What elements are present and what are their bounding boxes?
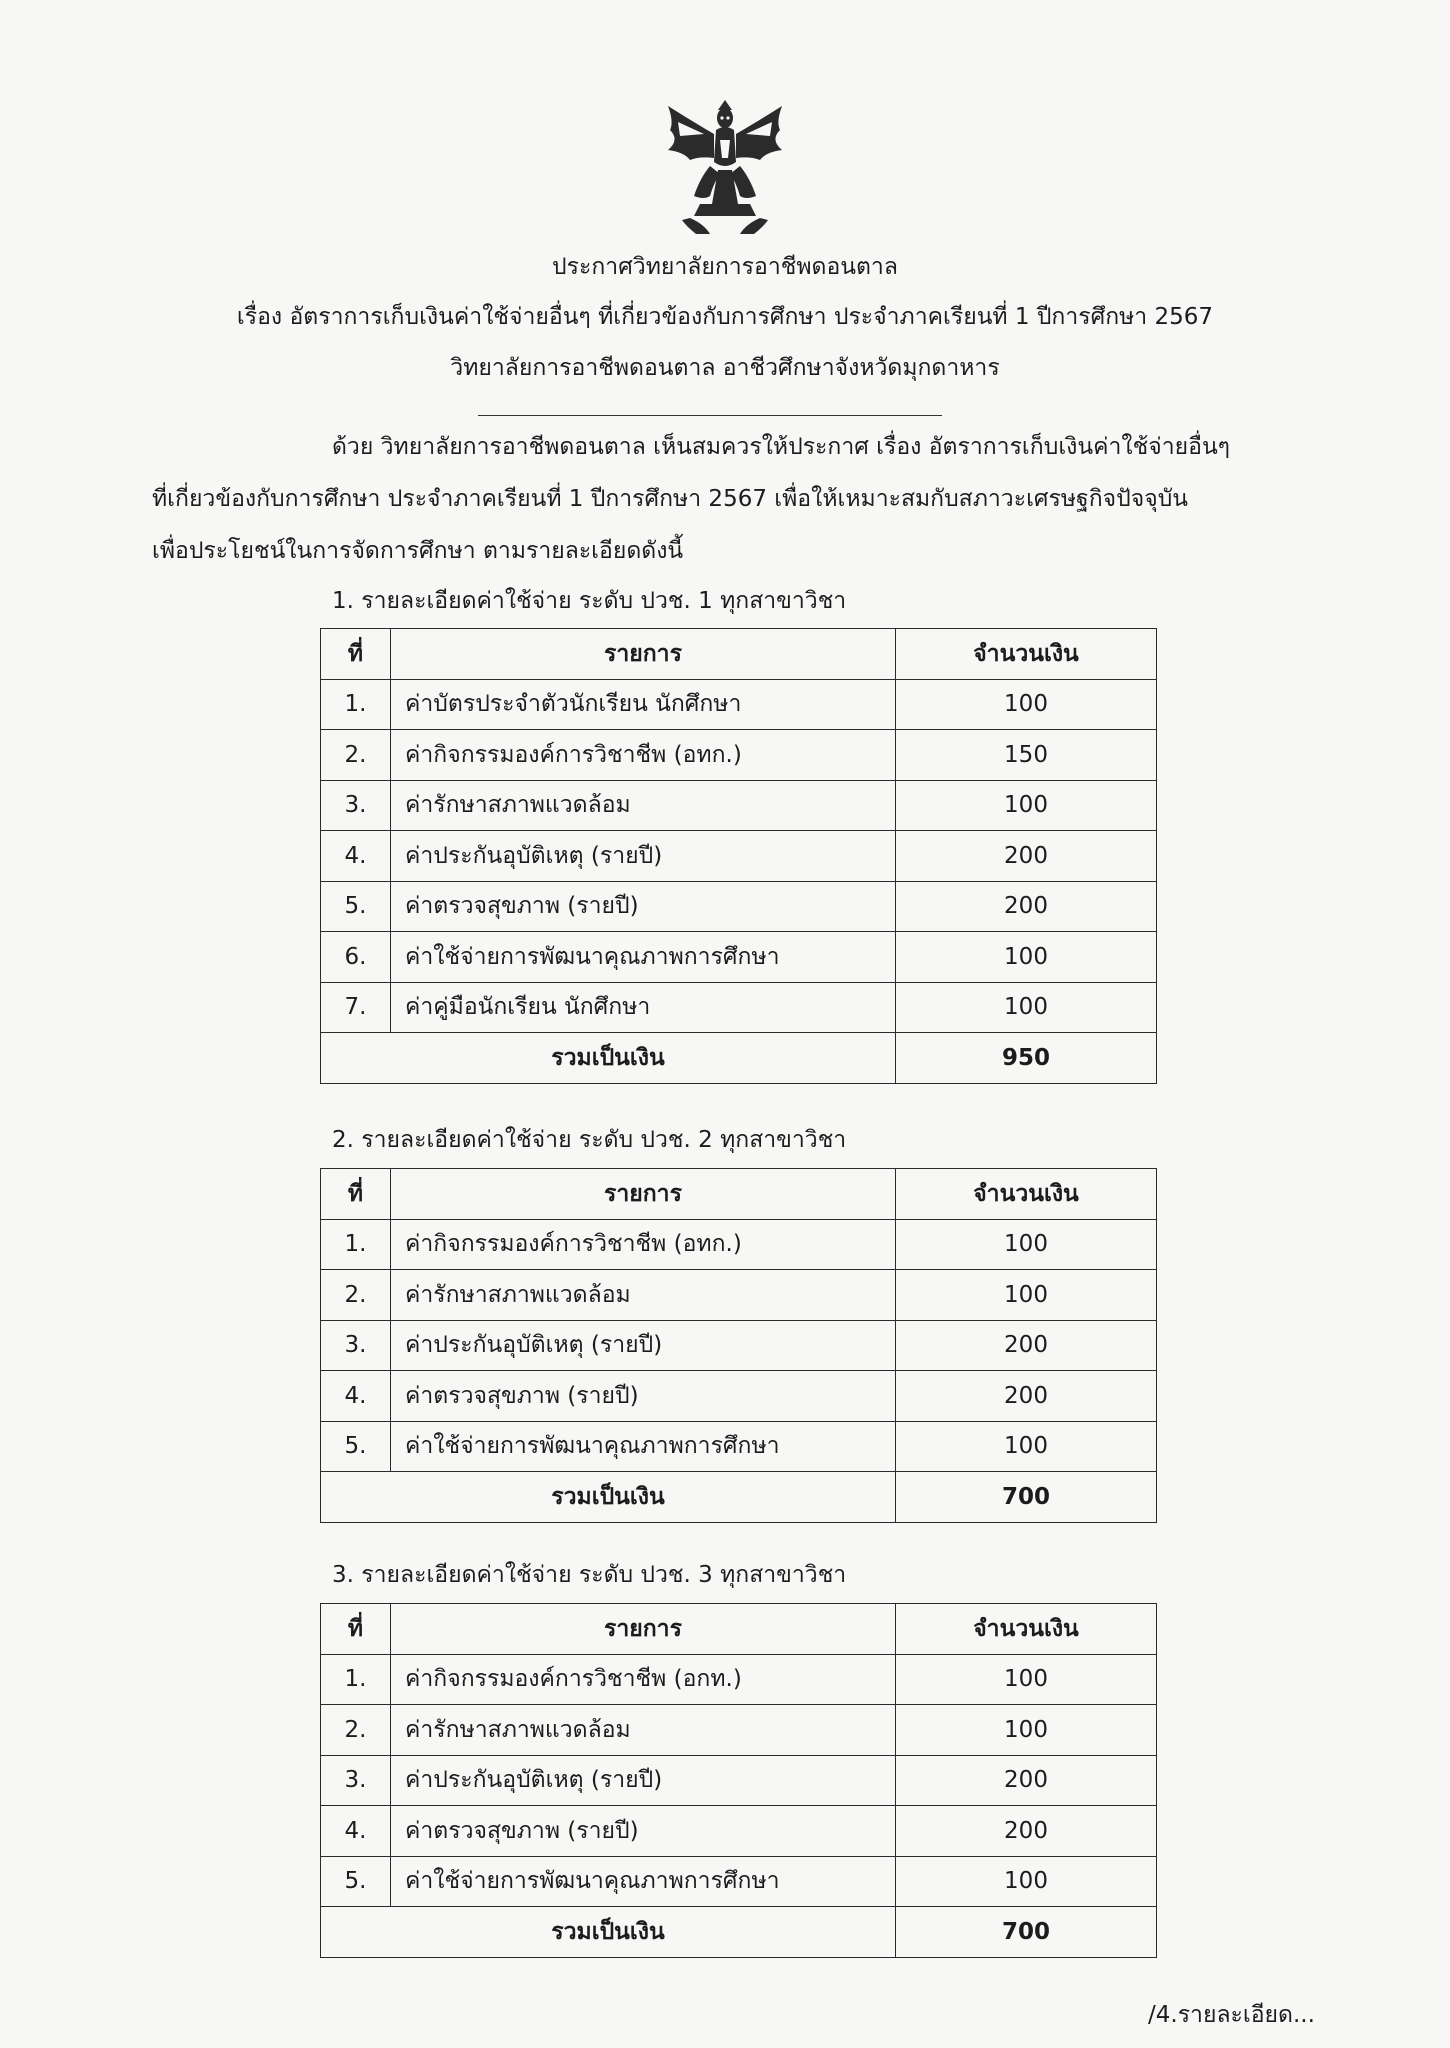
- table-total-row: [321, 1033, 1157, 1084]
- row-number: 7.: [321, 982, 391, 1033]
- row-item: ค่ากิจกรรมองค์การวิชาชีพ (อกท.): [391, 1654, 896, 1705]
- table-row: [321, 1421, 1157, 1472]
- row-amount: 200: [896, 1755, 1157, 1806]
- table-total-row: [321, 1907, 1157, 1958]
- column-header-no: ที่: [321, 1604, 391, 1655]
- fee-table-level-1: [320, 628, 1157, 1084]
- row-amount: 100: [896, 1705, 1157, 1756]
- row-number: 6.: [321, 932, 391, 983]
- row-number: 2.: [321, 1270, 391, 1321]
- row-number: 5.: [321, 1856, 391, 1907]
- table-row: [321, 1320, 1157, 1371]
- announcement-subject: เรื่อง อัตราการเก็บเงินค่าใช้จ่ายอื่นๆ ที่เกี่ยวข้องกับการศึกษา ประจำภาคเรียนที่ 1 ปีการศึกษา 2567: [236, 304, 1214, 330]
- row-number: 3.: [321, 1755, 391, 1806]
- row-amount: 100: [896, 1654, 1157, 1705]
- table-row: [321, 1705, 1157, 1756]
- intro-paragraph-line-2: ที่เกี่ยวข้องกับการศึกษา ประจำภาคเรียนที่ 1 ปีการศึกษา 2567 เพื่อให้เหมาะสมกับสภาวะเศรษฐกิจปัจจุบัน: [152, 486, 1189, 512]
- column-header-item: รายการ: [391, 1169, 896, 1220]
- table-row: [321, 1856, 1157, 1907]
- row-item: ค่าใช้จ่ายการพัฒนาคุณภาพการศึกษา: [391, 932, 896, 983]
- row-amount: 100: [896, 1856, 1157, 1907]
- row-item: ค่าประกันอุบัติเหตุ (รายปี): [391, 1755, 896, 1806]
- total-label: รวมเป็นเงิน: [321, 1907, 896, 1958]
- table-row: [321, 1806, 1157, 1857]
- row-item: ค่ารักษาสภาพแวดล้อม: [391, 1705, 896, 1756]
- intro-paragraph-line-3: เพื่อประโยชน์ในการจัดการศึกษา ตามรายละเอียดดังนี้: [152, 538, 684, 564]
- total-amount: 700: [896, 1472, 1157, 1523]
- total-label: รวมเป็นเงิน: [321, 1033, 896, 1084]
- announcement-issuer: ประกาศวิทยาลัยการอาชีพดอนตาล: [552, 254, 898, 280]
- row-item: ค่าประกันอุบัติเหตุ (รายปี): [391, 831, 896, 882]
- row-item: ค่ารักษาสภาพแวดล้อม: [391, 780, 896, 831]
- column-header-item: รายการ: [391, 629, 896, 680]
- table-row: [321, 982, 1157, 1033]
- row-item: ค่าคู่มือนักเรียน นักศึกษา: [391, 982, 896, 1033]
- row-item: ค่ากิจกรรมองค์การวิชาชีพ (อทก.): [391, 1219, 896, 1270]
- table-row: [321, 679, 1157, 730]
- table-header-row: [321, 1169, 1157, 1220]
- table-row: [321, 1219, 1157, 1270]
- garuda-emblem-icon: [660, 100, 790, 235]
- column-header-amount: จำนวนเงิน: [896, 1169, 1157, 1220]
- row-amount: 150: [896, 730, 1157, 781]
- table-header-row: [321, 629, 1157, 680]
- row-number: 5.: [321, 881, 391, 932]
- row-number: 1.: [321, 1654, 391, 1705]
- intro-paragraph-line-1: ด้วย วิทยาลัยการอาชีพดอนตาล เห็นสมควรให้ประกาศ เรื่อง อัตราการเก็บเงินค่าใช้จ่ายอื่นๆ: [332, 434, 1231, 460]
- row-item: ค่าใช้จ่ายการพัฒนาคุณภาพการศึกษา: [391, 1421, 896, 1472]
- institution-name: วิทยาลัยการอาชีพดอนตาล อาชีวศึกษาจังหวัดมุกดาหาร: [450, 355, 1000, 381]
- total-label: รวมเป็นเงิน: [321, 1472, 896, 1523]
- column-header-item: รายการ: [391, 1604, 896, 1655]
- row-amount: 100: [896, 780, 1157, 831]
- row-amount: 100: [896, 679, 1157, 730]
- table-row: [321, 730, 1157, 781]
- section-3-heading: 3. รายละเอียดค่าใช้จ่าย ระดับ ปวช. 3 ทุกสาขาวิชา: [332, 1562, 847, 1588]
- row-number: 2.: [321, 1705, 391, 1756]
- table-row: [321, 1654, 1157, 1705]
- column-header-no: ที่: [321, 1169, 391, 1220]
- column-header-amount: จำนวนเงิน: [896, 1604, 1157, 1655]
- table-row: [321, 932, 1157, 983]
- row-number: 4.: [321, 831, 391, 882]
- row-item: ค่ากิจกรรมองค์การวิชาชีพ (อทก.): [391, 730, 896, 781]
- table-row: [321, 1371, 1157, 1422]
- fee-table-level-2: [320, 1168, 1157, 1523]
- table-total-row: [321, 1472, 1157, 1523]
- row-item: ค่าใช้จ่ายการพัฒนาคุณภาพการศึกษา: [391, 1856, 896, 1907]
- row-item: ค่าตรวจสุขภาพ (รายปี): [391, 881, 896, 932]
- fee-table-level-3: [320, 1603, 1157, 1958]
- row-item: ค่ารักษาสภาพแวดล้อม: [391, 1270, 896, 1321]
- title-divider: [478, 415, 942, 416]
- column-header-amount: จำนวนเงิน: [896, 629, 1157, 680]
- row-amount: 100: [896, 982, 1157, 1033]
- row-amount: 100: [896, 1219, 1157, 1270]
- row-number: 3.: [321, 780, 391, 831]
- row-amount: 100: [896, 932, 1157, 983]
- total-amount: 700: [896, 1907, 1157, 1958]
- total-amount: 950: [896, 1033, 1157, 1084]
- table-row: [321, 881, 1157, 932]
- table-header-row: [321, 1604, 1157, 1655]
- row-number: 1.: [321, 1219, 391, 1270]
- table-row: [321, 1755, 1157, 1806]
- row-number: 1.: [321, 679, 391, 730]
- row-number: 2.: [321, 730, 391, 781]
- row-amount: 200: [896, 1320, 1157, 1371]
- section-1-heading: 1. รายละเอียดค่าใช้จ่าย ระดับ ปวช. 1 ทุกสาขาวิชา: [332, 588, 847, 614]
- row-amount: 100: [896, 1421, 1157, 1472]
- row-amount: 200: [896, 1371, 1157, 1422]
- row-amount: 100: [896, 1270, 1157, 1321]
- row-number: 4.: [321, 1806, 391, 1857]
- row-amount: 200: [896, 831, 1157, 882]
- row-amount: 200: [896, 1806, 1157, 1857]
- column-header-no: ที่: [321, 629, 391, 680]
- row-item: ค่าตรวจสุขภาพ (รายปี): [391, 1371, 896, 1422]
- table-row: [321, 831, 1157, 882]
- row-item: ค่าตรวจสุขภาพ (รายปี): [391, 1806, 896, 1857]
- row-number: 5.: [321, 1421, 391, 1472]
- table-row: [321, 780, 1157, 831]
- row-item: ค่าประกันอุบัติเหตุ (รายปี): [391, 1320, 896, 1371]
- row-amount: 200: [896, 881, 1157, 932]
- table-row: [321, 1270, 1157, 1321]
- row-item: ค่าบัตรประจำตัวนักเรียน นักศึกษา: [391, 679, 896, 730]
- continuation-note: /4.รายละเอียด...: [1148, 2002, 1315, 2028]
- row-number: 4.: [321, 1371, 391, 1422]
- row-number: 3.: [321, 1320, 391, 1371]
- section-2-heading: 2. รายละเอียดค่าใช้จ่าย ระดับ ปวช. 2 ทุกสาขาวิชา: [332, 1127, 847, 1153]
